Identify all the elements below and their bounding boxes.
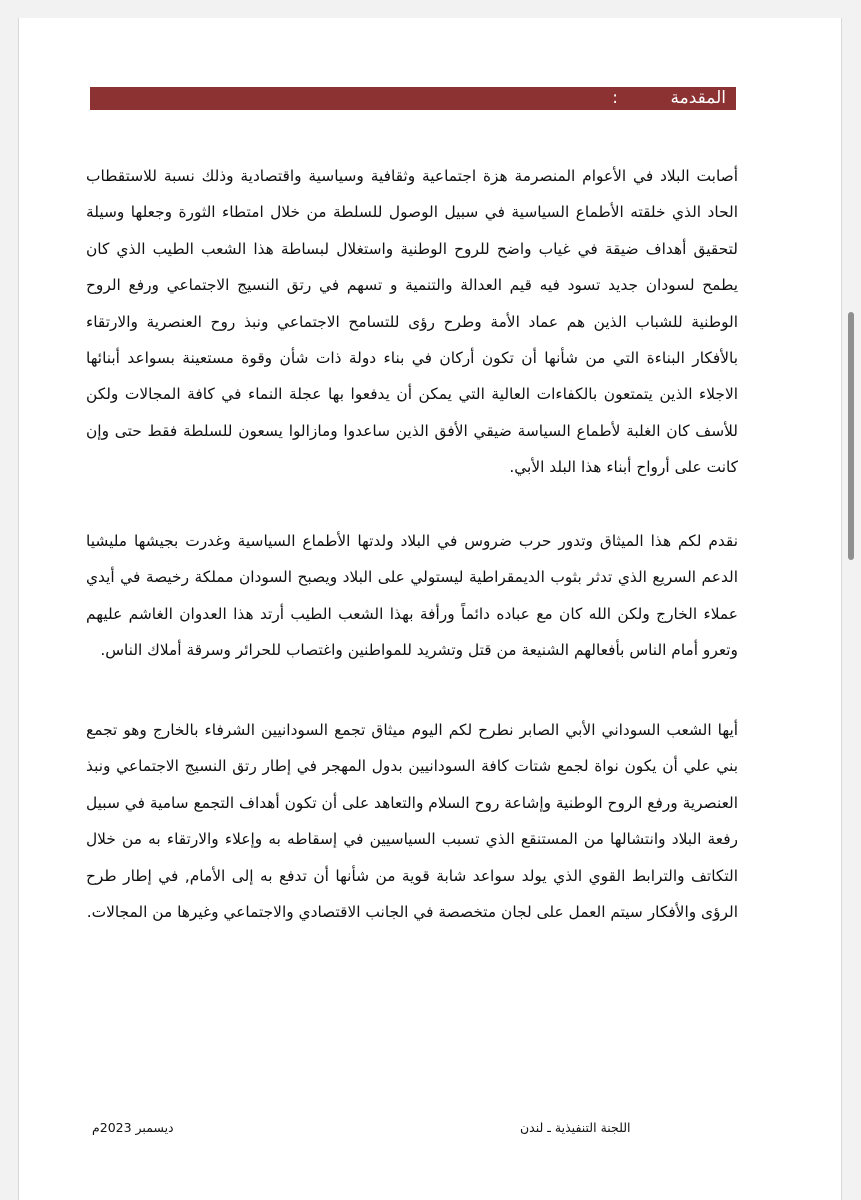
- section-header: [90, 87, 736, 110]
- section-title-colon: :: [612, 88, 618, 108]
- footer-committee: اللجنة التنفيذية ـ لندن: [520, 1120, 631, 1135]
- footer-date: ديسمبر 2023م: [92, 1120, 174, 1135]
- paragraph-charter: أيها الشعب السوداني الأبي الصابر نطرح لكم اليوم ميثاق تجمع السودانيين الشرفاء بالخارج وهو تجمع بني علي أن يكون نواة لجمع شتات كافة السودانيين بدول المهجر في إطار رتق النسيج الاجتماعي ونبذ العنصرية ورفع الروح الوطنية وإشاعة روح السلام والتعاهد على أن تكون أهداف التجمع سامية في سبيل رفعة البلاد وانتشالها من المستنقع الذي تسبب السياسيين في إسقاطه به وإعلاء والارتقاء به من خلال التكاتف والترابط القوي الذي يولد سواعد شابة قوية من شأنها أن تدفع به إلى الأمام, في إطار طرح الرؤى والأفكار سيتم العمل على لجان متخصصة في الجانب الاقتصادي والاجتماعي وغيرها من المجالات.: [86, 721, 738, 922]
- paragraph-war: نقدم لكم هذا الميثاق وتدور حرب ضروس في البلاد ولدتها الأطماع السياسية وغدرت بجيشها مليشيا الدعم السريع الذي تدثر بثوب الديمقراطية ليستولي على البلاد ويصبح السودان مملكة رخيصة في أيدي عملاء الخارج ولكن الله كان مع عباده دائماً ورأفة بهذا الشعب الطيب أرتد هذا العدوان الغاشم عليهم وتعرو أمام الناس بأفعالهم الشنيعة من قتل وتشريد للمواطنين واغتصاب للحرائر وسرقة أملاك الناس.: [86, 532, 738, 660]
- scrollbar-thumb[interactable]: [848, 312, 854, 560]
- section-title: المقدمة: [670, 88, 726, 108]
- paragraph-intro: أصابت البلاد في الأعوام المنصرمة هزة اجتماعية وثقافية وسياسية واقتصادية وذلك نسبة للاستقطاب الحاد الذي خلقته الأطماع السياسية في سبيل الوصول للسلطة من خلال امتطاء الثورة وجعلها وسيلة لتحقيق أهداف ضيقة في غياب واضح للروح الوطنية واستغلال لبساطة هذا الشعب الطيب الذي كان يطمح لسودان جديد تسود فيه قيم العدالة والتنمية و تسهم في رتق النسيج الاجتماعي ورفع الروح الوطنية للشباب الذين هم عماد الأمة وطرح رؤى للتسامح الاجتماعي ونبذ روح العنصرية والارتقاء بالأفكار البناءة التي من شأنها أن تكون أركان في بناء دولة ذات شأن وقوة مستعينة بسواعد أبنائها الاجلاء الذين يتمتعون بالكفاءات العالية التي يمكن أن يدفعوا بها عجلة النماء في كافة المجالات ولكن للأسف كان الغلبة لأطماع السياسة ضيقي الأفق الذين ساعدوا ومازالوا يسعون للسلطة فقط حتى وإن كانت على أرواح أبناء هذا البلد الأبي.: [86, 167, 738, 477]
